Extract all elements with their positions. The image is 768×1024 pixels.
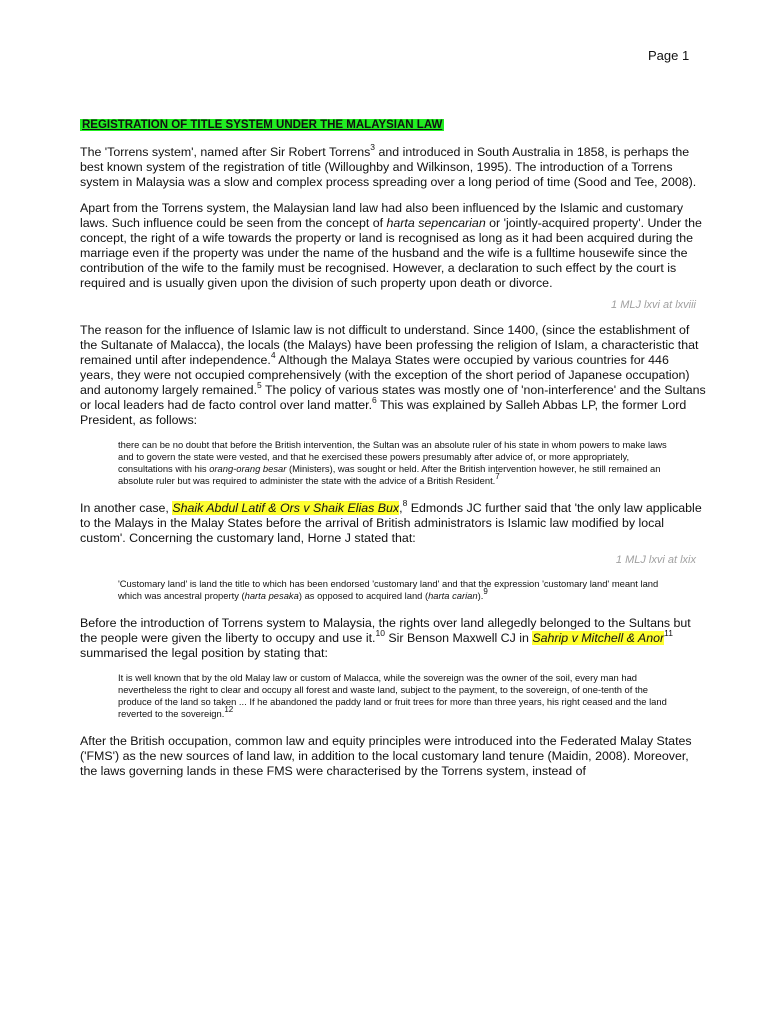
text-span: In another case,: [80, 501, 173, 515]
block-quote-malacca-custom: [118, 672, 682, 720]
paragraph-torrens-intro: [80, 142, 706, 190]
citation-reference: 1 MLJ lxvi at lxviii: [611, 299, 696, 311]
text-span: It is well known that by the old Malay law or custom of Malacca, while the sovereign was the owner of the soil, every man had nevertheless the right to clear and occupy all forest and waste land, subject to the payment, to the sovereign, of one-tenth of the produce of the land so taken ... If he abandoned the paddy land or fruit trees for more than three years, his right ceased and the land reverted to the sovereign.: [118, 672, 667, 719]
text-span: summarised the legal position by stating that:: [80, 646, 328, 660]
block-quote-customary-land: [118, 578, 682, 602]
paragraph-british-occupation: After the British occupation, common law and equity principles were introduced into the Federated Malay States ('FMS') as the new sources of land law, in addition to the local customary land tenure (Maidin, 2008). Moreover, the laws governing lands in these FMS were characterised by the Torrens system, instead of: [80, 734, 692, 778]
footnote-ref-4[interactable]: 4: [270, 350, 276, 360]
section-title: REGISTRATION OF TITLE SYSTEM UNDER THE MALAYSIAN LAW: [82, 119, 443, 131]
footnote-ref-11[interactable]: 11: [664, 628, 673, 638]
page-number: Page 1: [648, 48, 690, 63]
document-body: [80, 115, 706, 790]
paragraph-shaik-case: [80, 498, 706, 546]
footnote-ref-6[interactable]: 6: [372, 395, 377, 405]
italic-term: orang-orang besar: [209, 463, 287, 474]
footnote-ref-9[interactable]: 9: [483, 587, 488, 596]
footnote-ref-12[interactable]: 12: [224, 705, 234, 714]
text-span: ).: [477, 590, 484, 601]
text-span: Before the introduction of Torrens system to Malaysia, the rights over land allegedly belonged to the Sultans but the people were given the liberty to occupy and use it.: [80, 616, 691, 645]
text-span: 'Customary land' is land the title to which has been endorsed 'customary land' and that the expression 'customary land' meant land which was ancestral property (: [118, 578, 659, 601]
paragraph-islamic-law-reason: [80, 323, 706, 428]
text-span: The policy of various states was mostly one of 'non-interference' and the Sultans or local leaders had de facto control over land matter.: [80, 383, 706, 412]
footnote-ref-5[interactable]: 5: [257, 380, 262, 390]
text-span: there can be no doubt that before the British intervention, the Sultan was an absolute ruler of his state in whom powers to make laws and to govern the state were vested, and that he exercised these powers presumably after advice of, or more appropriately, consultations with his: [118, 439, 667, 474]
italic-term: harta sepencarian: [386, 216, 486, 230]
block-quote-salleh-abbas: [118, 439, 682, 487]
text-span: Sir Benson Maxwell CJ in: [384, 631, 533, 645]
text-span: ) as opposed to acquired land (: [298, 590, 429, 601]
footnote-ref-7[interactable]: 7: [495, 472, 500, 481]
citation-reference: 1 MLJ lxvi at lxix: [615, 554, 696, 566]
text-span: This was explained by Salleh Abbas LP, the former Lord President, as follows:: [80, 398, 687, 427]
text-span: The 'Torrens system', named after Sir Robert Torrens: [80, 145, 371, 159]
case-name-highlight: Sahrip v Mitchell & Anor: [532, 631, 665, 645]
text-span: Apart from the Torrens system, the Malaysian land law had also been influenced by the Islamic and customary laws. Such influence could be seen from the concept of: [80, 201, 684, 230]
italic-term: harta pesaka: [244, 590, 299, 601]
text-span: and introduced in South Australia in 1858, is perhaps the best known system of the registration of title (Willoughby and Wilkinson, 1995). The introduction of a Torrens system in Malaysia was a slow and complex process spreading over a long period of time (Sood and Tee, 2008).: [80, 145, 697, 189]
footnote-ref-3[interactable]: 3: [370, 142, 376, 152]
text-span: or 'jointly-acquired property'. Under the concept, the right of a wife towards the property or land is recognised as long as it had been acquired during the marriage even if the property was under the name of the husband and the wife is a fulltime housewife since the contribution of the wife to the family must be recognised. However, a declaration to such effect by the court is required and is usually given upon the division of such property upon death or divorce.: [80, 216, 702, 290]
italic-term: harta carian: [428, 590, 478, 601]
paragraph-islamic-influence: [80, 201, 706, 291]
footnote-ref-8[interactable]: 8: [402, 498, 408, 508]
text-span: Although the Malaya States were occupied by various countries for 446 years, they were not occupied comprehensively (with the exception of the short period of Japanese occupation) and autonomy largely remained.: [80, 353, 690, 397]
case-name-highlight: Shaik Abdul Latif & Ors v Shaik Elias Bux: [172, 501, 400, 515]
footnote-ref-10[interactable]: 10: [375, 628, 385, 638]
text-span: The reason for the influence of Islamic law is not difficult to understand. Since 1400, (since the establishment of the Sultanate of Malacca), the locals (the Malays) have been professing the religion of Islam, a characteristic that remained until after independence.: [80, 323, 699, 367]
text-span: ,: [399, 501, 403, 515]
text-span: Edmonds JC further said that 'the only law applicable to the Malays in the Malay States before the arrival of British administrators is Islamic law modified by local custom'. Concerning the customary land, Horne J stated that:: [80, 501, 702, 545]
text-span: (Ministers), was sought or held. After the British intervention however, he still remained an absolute ruler but was required to administer the state with the advice of a British Resident.: [118, 463, 661, 486]
paragraph-pre-torrens-rights: [80, 616, 706, 661]
